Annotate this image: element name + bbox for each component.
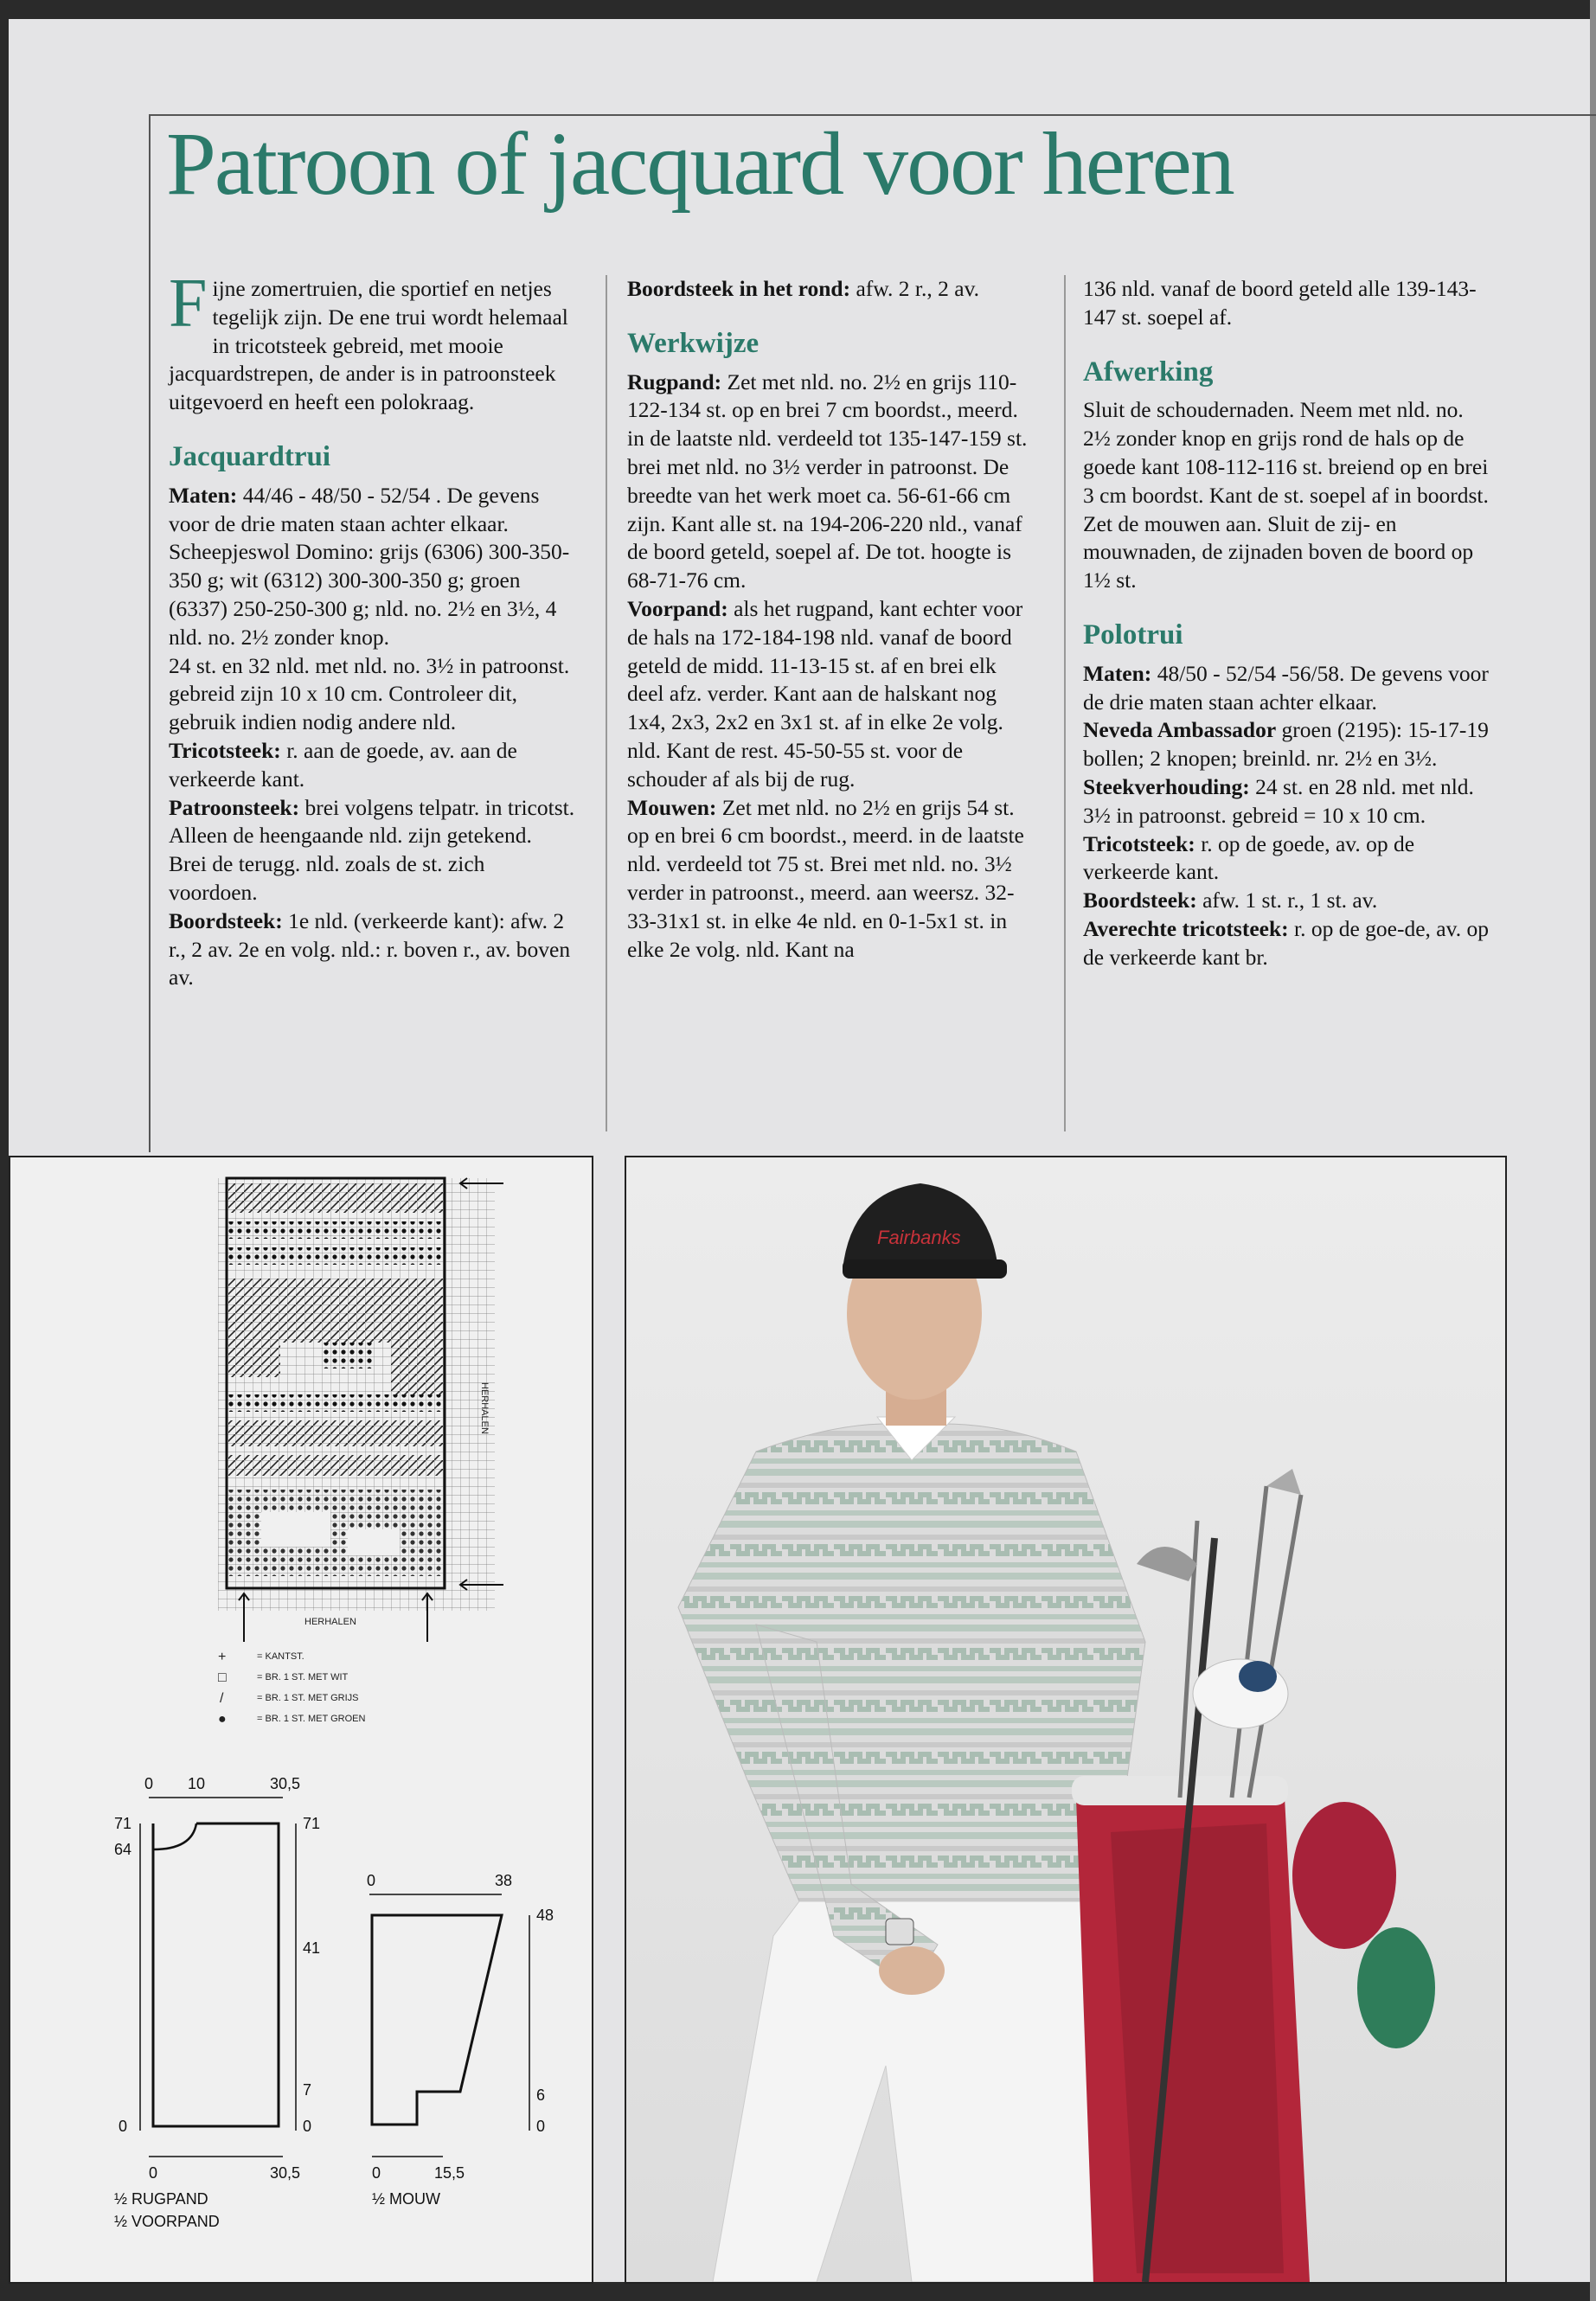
model-photo [625,1156,1507,2284]
steekverhouding-paragraph [1083,773,1494,830]
rug-top-10: 10 [188,1775,206,1792]
chart-motif-center [322,1343,374,1368]
polo-maten-text: 48/50 - 52/54 -56/58. De gevens voor de drie maten staan achter elkaar. [1083,660,1489,715]
legend-symbol-grijs: / [220,1691,224,1706]
drop-cap: F [169,266,208,342]
rug-bottom-30-5: 30,5 [270,2164,301,2182]
tricotsteek-label: Tricotsteek: [169,737,281,763]
rug-right-0: 0 [303,2118,312,2135]
voorpand-paragraph [627,595,1038,794]
cap-logo-text: Fairbanks [877,1227,961,1248]
boordsteek-rond-text: afw. 2 r., 2 av. [850,276,980,301]
rug-left-64: 64 [114,1841,132,1858]
legend-text-wit: = BR. 1 ST. MET WIT [257,1672,349,1682]
mouwen-continued: 136 nld. vanaf de boord geteld alle 139-143-147 st. soepel af. [1083,276,1477,330]
chart-motif-left [228,1343,280,1377]
boordsteek-rond-paragraph [627,275,1038,304]
hand [879,1946,945,1995]
chart-band-groen-4 [228,1490,443,1576]
polo-tricotsteek-label: Tricotsteek: [1083,830,1195,856]
legend-text-groen: = BR. 1 ST. MET GROEN [257,1714,366,1724]
mouwen-label: Mouwen: [627,794,717,820]
afwerking-paragraph: Sluit de schoudernaden. Neem met nld. no. 2½ zonder knop en grijs rond de hals op de goede kant 108-112-116 st. breiend op en brei 3 cm boordst. Kant de st. soepel af in boordst. Zet de mouwen aan. Sluit de zij- en mouwnaden, de zijnaden boven de boord op 1½ st. [1083,397,1489,593]
column-2 [627,275,1038,964]
polo-maten-label: Maten: [1083,660,1152,686]
intro-text: ijne zomertruien, die sportief en netjes tegelijk zijn. De ene trui wordt helemaal in tricotsteek gebreid, met mooie jacquardstrepen, de ander is in patroonsteek uitgevoerd en heeft een polokraag. [169,276,568,415]
chart-band-wit-gap-2 [348,1529,400,1555]
mouwen-text: Zet met nld. no 2½ en grijs 54 st. op en brei 6 cm boordst., meerd. in de laatste nld. verdeeld tot 75 st. Brei met nld. no. 3½ verder in patroonst., meerd. aan weersz. 32-33-31x1 st. in elke 4e nld. en 0-1-5x1 st. in elke 2e volg. nld. Kant na [627,794,1024,962]
golf-club-4 [1249,1495,1301,1798]
averecht-paragraph [1083,915,1494,972]
rugpand-label: Rugpand: [627,369,722,394]
polo-tricotsteek-text: r. op de goede, av. op de verkeerde kant. [1083,830,1415,885]
rugpand-schematic [114,1775,320,2230]
scan-border-top [0,0,1596,19]
chart-band-wit-gap-1 [261,1512,330,1547]
boordsteek-text: 1e nld. (verkeerde kant): afw. 2 r., 2 av. 2e en volg. nld.: r. boven r., av. boven av. [169,907,571,990]
maten-text: 44/46 - 48/50 - 52/54 . De gevens voor de drie maten staan achter elkaar. [169,482,540,536]
mouw-right-48: 48 [536,1907,554,1924]
polo-boordsteek-text: afw. 1 st. r., 1 st. av. [1196,888,1378,913]
scan-border-right [1590,0,1596,2301]
legend-text-grijs: = BR. 1 ST. MET GRIJS [257,1693,359,1703]
golf-bag-stripe [1111,1823,1284,2273]
column-1 [169,266,575,992]
caption-rugpand: ½ RUGPAND [114,2190,208,2208]
steekverhouding-label: Steekverhouding: [1083,773,1250,799]
mouwen-paragraph [627,794,1038,965]
rug-right-71: 71 [303,1815,321,1832]
mouw-right-0: 0 [536,2118,546,2135]
legend-symbol-groen: ● [218,1712,227,1727]
legend-symbol-kantst: + [218,1650,227,1664]
legend-symbol-wit: □ [218,1670,227,1685]
rug-bottom-0: 0 [149,2164,158,2182]
cap-brim [843,1259,1007,1279]
heading-polotrui: Polotrui [1083,619,1183,651]
club-head-1 [1137,1547,1197,1581]
chart-side-label: HERHALEN [479,1382,490,1434]
rugpand-paragraph [627,369,1038,595]
intro-paragraph [169,266,575,417]
mouw-right-6: 6 [536,2086,546,2104]
page-frame-left-rule [149,114,151,1152]
sweater [678,1424,1145,1901]
tricotsteek-text: r. aan de goede, av. aan de verkeerde kant. [169,737,517,792]
rug-top-0: 0 [144,1775,154,1792]
chart-band-grijs-4 [228,1455,443,1476]
mouw-bottom-0: 0 [372,2164,381,2182]
steekverhouding-text: 24 st. en 28 nld. met nld. 3½ in patroonst. gebreid = 10 x 10 cm. [1083,773,1474,828]
knitting-chart-svg [10,1157,592,2282]
chart-band-groen-2 [228,1247,443,1265]
caption-mouw: ½ MOUW [372,2190,440,2208]
knitting-chart-panel [9,1156,593,2284]
voorpand-label: Voorpand: [627,595,728,621]
neveda-paragraph [1083,716,1494,773]
polo-tricotsteek-paragraph [1083,830,1494,888]
rug-left-71: 71 [114,1815,132,1832]
stekenproef-paragraph: 24 st. en 32 nld. met nld. no. 3½ in patroonst. gebreid zijn 10 x 10 cm. Controleer dit, gebruik indien nodig andere nld. [169,652,570,735]
boordsteek-paragraph [169,907,575,992]
heading-afwerking: Afwerking [1083,356,1214,388]
chart-band-groen-3 [228,1394,443,1412]
maten-paragraph [169,482,575,539]
scan-border-left [0,0,9,2301]
chart-band-grijs-2 [228,1279,443,1343]
column-divider-1 [606,275,607,1131]
chart-band-grijs-3 [228,1420,443,1446]
heading-jacquardtrui: Jacquardtrui [169,440,331,472]
polo-boordsteek-label: Boordsteek: [1083,888,1197,913]
wol-paragraph: Scheepjeswol Domino: grijs (6306) 300-350-350 g; wit (6312) 300-300-350 g; groen (6337) 250-250-300 g; nld. no. 2½ en 3½, 4 nld. no. 2½ zonder knop. [169,539,570,650]
model-photo-illustration [626,1157,1505,2282]
heading-werkwijze: Werkwijze [627,327,760,359]
patroonsteek-label: Patroonsteek: [169,794,300,820]
column-3 [1083,275,1494,972]
rug-top-30-5: 30,5 [270,1775,301,1792]
rug-left-0: 0 [119,2118,128,2135]
mouw-schematic [367,1872,554,2208]
neveda-label: Neveda Ambassador [1083,717,1277,743]
column-divider-2 [1064,275,1066,1131]
mouw-bottom-15-5: 15,5 [434,2164,465,2182]
patroonsteek-paragraph [169,794,575,907]
tricotsteek-paragraph [169,737,575,794]
polo-boordsteek-paragraph [1083,887,1494,915]
boordsteek-label: Boordsteek: [169,907,283,933]
head-cover-1 [1292,1802,1396,1949]
chart-band-grijs-1 [228,1183,443,1213]
maten-label: Maten: [169,482,238,508]
averecht-text: r. op de goe-de, av. op de verkeerde kant br. [1083,915,1489,970]
head-cover-2 [1357,1927,1435,2048]
mouw-top-38: 38 [495,1872,513,1889]
rug-right-41: 41 [303,1939,321,1957]
chart-motif-right [391,1343,443,1394]
caption-voorpand: ½ VOORPAND [114,2213,220,2230]
wristwatch [886,1919,913,1945]
polo-maten-paragraph [1083,660,1494,717]
patroonsteek-text: brei volgens telpatr. in tricotst. Alleen de heengaande nld. zijn getekend. Brei de terugg. nld. zoals de st. zich voordoen. [169,794,575,905]
chart-bottom-label: HERHALEN [304,1617,356,1627]
neveda-text: groen (2195): 15-17-19 bollen; 2 knopen; breinld. nr. 2½ en 3½. [1083,717,1489,772]
averecht-label: Averechte tricotsteek: [1083,915,1289,941]
golf-club-3 [1232,1486,1266,1798]
club-head-2 [1266,1469,1301,1495]
chart-band-groen-1 [228,1221,443,1239]
page-title: Patroon of jacquard voor heren [166,114,1234,214]
boordsteek-rond-label: Boordsteek in het rond: [627,276,851,301]
mouw-top-0: 0 [367,1872,376,1889]
rugpand-text: Zet met nld. no. 2½ en grijs 110-122-134 st. op en brei 7 cm boordst., meerd. in de laatste nld. verdeeld tot 135-147-159 st. brei met nld. no 3½ verder in patroonst. De breedte van het werk moet ca. 56-61-66 cm zijn. Kant alle st. na 194-206-220 nld., vanaf de boord geteld, soepel af. De tot. hoogte is 68-71-76 cm. [627,369,1028,593]
golf-glove-patch [1239,1661,1277,1692]
rug-right-7: 7 [303,2081,312,2099]
legend-text-kantst: = KANTST. [257,1651,304,1662]
voorpand-text: als het rugpand, kant echter voor de hals na 172-184-198 nld. vanaf de boord geteld de midd. 11-13-15 st. af en brei elk deel afz. verder. Kant aan de halskant nog 1x4, 2x3, 2x2 en 3x1 st. af in elke 2e volg. nld. Kant de rest. 45-50-55 st. voor de schouder af als bij de rug. [627,595,1023,792]
